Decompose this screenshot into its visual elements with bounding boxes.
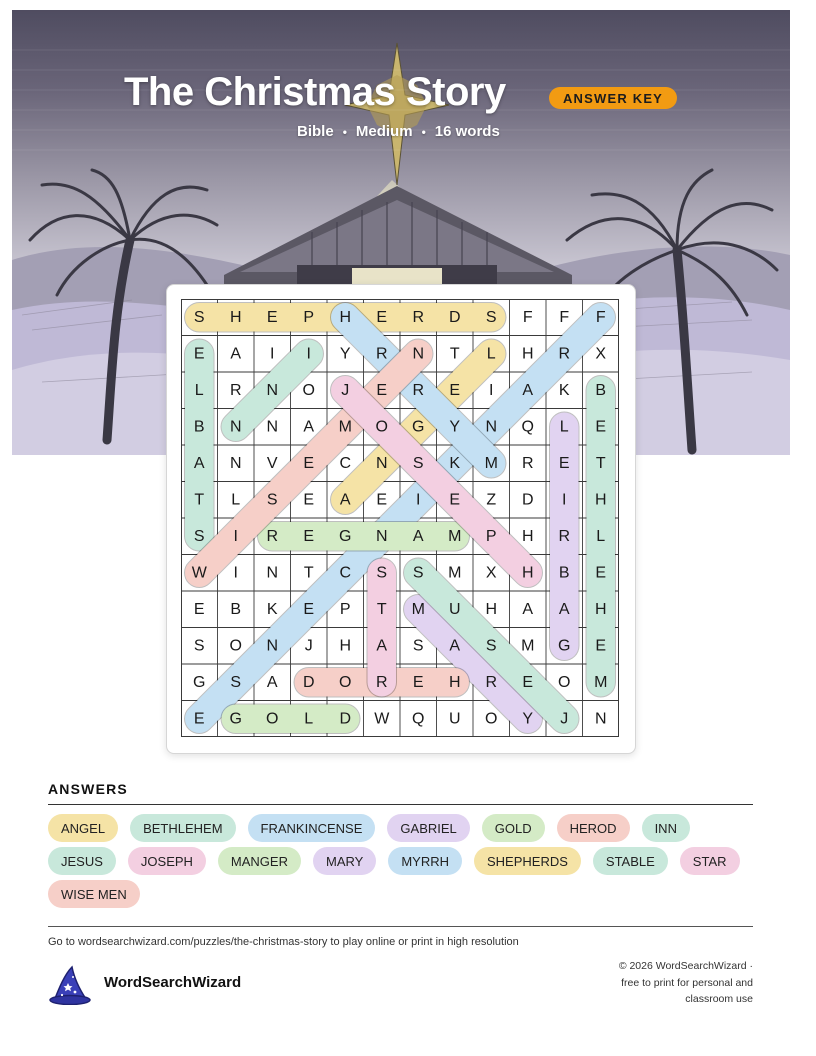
- grid-cell-letter[interactable]: Z: [486, 491, 497, 509]
- grid-cell-letter[interactable]: I: [306, 345, 311, 363]
- divider: [48, 804, 753, 805]
- grid-cell-letter[interactable]: L: [486, 345, 496, 363]
- meta-separator: •: [421, 124, 426, 139]
- answer-chip: ANGEL: [48, 814, 118, 842]
- grid-cell-letter[interactable]: E: [193, 710, 205, 728]
- grid-cell-letter[interactable]: A: [193, 454, 205, 472]
- grid-cell-letter[interactable]: E: [303, 600, 315, 618]
- grid-cell-letter[interactable]: B: [558, 564, 570, 582]
- grid-cell-letter[interactable]: P: [485, 527, 497, 545]
- answer-chip: INN: [642, 814, 690, 842]
- grid-cell-letter[interactable]: E: [303, 527, 315, 545]
- meta-word-count: 16 words: [434, 123, 500, 140]
- grid-cell-letter[interactable]: H: [521, 527, 534, 545]
- grid-cell-letter[interactable]: N: [266, 637, 279, 655]
- grid-cell-letter[interactable]: H: [448, 673, 461, 691]
- meta-separator: •: [342, 124, 347, 139]
- answer-chip: JOSEPH: [128, 847, 206, 875]
- grid-cell-letter[interactable]: E: [193, 345, 205, 363]
- puzzle-card: [166, 284, 636, 754]
- page-title: The Christmas Story: [124, 70, 506, 114]
- grid-cell-letter[interactable]: I: [270, 345, 275, 363]
- grid-cell-letter[interactable]: A: [266, 673, 278, 691]
- answer-chip: JESUS: [48, 847, 116, 875]
- grid-cell-letter[interactable]: T: [194, 491, 205, 509]
- grid-cell-letter[interactable]: N: [594, 710, 607, 728]
- grid-cell-letter[interactable]: S: [193, 527, 205, 545]
- grid-cell-letter[interactable]: E: [595, 637, 607, 655]
- grid-cell-letter[interactable]: B: [193, 418, 205, 436]
- grid-cell-letter[interactable]: E: [449, 381, 461, 399]
- wizard-hat-icon: [48, 965, 92, 1010]
- word-search-grid: [181, 299, 619, 737]
- grid-cell-letter[interactable]: T: [376, 600, 387, 618]
- grid-cell-letter[interactable]: T: [595, 454, 606, 472]
- grid-cell-letter[interactable]: C: [339, 454, 352, 472]
- grid-cell-letter[interactable]: L: [559, 418, 569, 436]
- grid-cell-letter[interactable]: N: [485, 418, 498, 436]
- grid-cell-letter[interactable]: N: [266, 418, 279, 436]
- grid-cell-letter[interactable]: E: [303, 454, 315, 472]
- grid-cell-letter[interactable]: M: [448, 527, 462, 545]
- grid-cell-letter[interactable]: E: [376, 491, 388, 509]
- grid-cell-letter[interactable]: W: [191, 564, 207, 582]
- grid-cell-letter[interactable]: L: [596, 527, 606, 545]
- answer-chip: MANGER: [218, 847, 301, 875]
- grid-cell-letter[interactable]: G: [229, 710, 242, 728]
- grid-cell-letter[interactable]: E: [595, 418, 607, 436]
- grid-cell-letter[interactable]: O: [485, 710, 498, 728]
- grid-cell-letter[interactable]: S: [412, 637, 424, 655]
- grid-cell-letter[interactable]: I: [416, 491, 421, 509]
- answer-chip: FRANKINCENSE: [248, 814, 376, 842]
- answers-heading: ANSWERS: [48, 781, 128, 797]
- grid-cell-letter[interactable]: S: [266, 491, 278, 509]
- answer-chip: MARY: [313, 847, 376, 875]
- grid-cell-letter[interactable]: N: [266, 381, 279, 399]
- grid-cell-letter[interactable]: C: [339, 564, 352, 582]
- play-online-link-text[interactable]: Go to wordsearchwizard.com/puzzles/the-christmas-story to play online or print in high resolution: [48, 936, 519, 948]
- grid-cell-letter[interactable]: K: [449, 454, 461, 472]
- meta-category: Bible: [297, 123, 334, 140]
- grid-cell-letter[interactable]: R: [412, 308, 425, 326]
- answer-chip: SHEPHERDS: [474, 847, 581, 875]
- grid-cell-letter[interactable]: O: [302, 381, 315, 399]
- grid-cell-letter[interactable]: O: [229, 637, 242, 655]
- grid-cell-letter[interactable]: A: [558, 600, 570, 618]
- grid-cell-letter[interactable]: E: [595, 564, 607, 582]
- grid-cell-letter[interactable]: E: [266, 308, 278, 326]
- grid-cell-letter[interactable]: K: [266, 600, 278, 618]
- grid-cell-letter[interactable]: E: [558, 454, 570, 472]
- grid-cell-letter[interactable]: J: [560, 710, 569, 728]
- grid-cell-letter[interactable]: D: [302, 673, 315, 691]
- answer-word-list: [48, 814, 760, 908]
- grid-cell-letter[interactable]: R: [412, 381, 425, 399]
- grid-cell-letter[interactable]: O: [558, 673, 571, 691]
- grid-cell-letter[interactable]: D: [448, 308, 461, 326]
- copyright-line: classroom use: [685, 993, 753, 1005]
- grid-cell-letter[interactable]: M: [448, 564, 462, 582]
- stable-illustration: [224, 186, 572, 295]
- grid-cell-letter[interactable]: I: [562, 491, 567, 509]
- grid-cell-letter[interactable]: L: [231, 491, 241, 509]
- grid-cell-letter[interactable]: A: [449, 637, 461, 655]
- grid-cell-letter[interactable]: N: [266, 564, 279, 582]
- puzzle-meta: [297, 123, 500, 140]
- grid-cell-letter[interactable]: H: [521, 564, 534, 582]
- grid-cell-letter[interactable]: D: [521, 491, 534, 509]
- grid-cell-letter[interactable]: H: [485, 600, 498, 618]
- grid-cell-letter[interactable]: R: [558, 527, 571, 545]
- answer-key-badge: ANSWER KEY: [549, 87, 677, 109]
- grid-cell-letter[interactable]: Q: [521, 418, 534, 436]
- grid-cell-letter[interactable]: I: [233, 564, 238, 582]
- grid-cell-letter[interactable]: H: [521, 345, 534, 363]
- grid-cell-letter[interactable]: M: [338, 418, 352, 436]
- grid-cell-letter[interactable]: M: [594, 673, 608, 691]
- grid-cell-letter[interactable]: L: [194, 381, 204, 399]
- answer-chip: BETHLEHEM: [130, 814, 235, 842]
- brand-name: WordSearchWizard: [104, 974, 242, 991]
- copyright-notice: [560, 958, 753, 1008]
- grid-cell-letter[interactable]: L: [304, 710, 314, 728]
- grid-cell-letter[interactable]: H: [339, 637, 352, 655]
- grid-cell-letter[interactable]: I: [233, 527, 238, 545]
- copyright-line: free to print for personal and: [621, 976, 753, 989]
- grid-cell-letter[interactable]: R: [375, 345, 388, 363]
- grid-cell-letter[interactable]: J: [341, 381, 350, 399]
- grid-cell-letter[interactable]: R: [558, 345, 571, 363]
- answer-chip: STABLE: [593, 847, 668, 875]
- answer-chip: HEROD: [557, 814, 630, 842]
- grid-cell-letter[interactable]: N: [412, 345, 425, 363]
- grid-cell-letter[interactable]: E: [376, 308, 388, 326]
- grid-cell-letter[interactable]: Y: [339, 345, 351, 363]
- grid-cell-letter[interactable]: S: [193, 637, 205, 655]
- grid-cell-letter[interactable]: M: [484, 454, 498, 472]
- grid-cell-letter[interactable]: X: [485, 564, 497, 582]
- grid-cell-letter[interactable]: H: [594, 491, 607, 509]
- grid-cell-letter[interactable]: F: [559, 308, 570, 326]
- grid-cell-letter[interactable]: W: [374, 710, 390, 728]
- grid-cell-letter[interactable]: A: [522, 600, 534, 618]
- grid-cell-letter[interactable]: K: [558, 381, 570, 399]
- grid-cell-letter[interactable]: M: [521, 637, 535, 655]
- answer-chip: GABRIEL: [387, 814, 469, 842]
- grid-cell-letter[interactable]: Q: [412, 710, 425, 728]
- answer-chip: WISE MEN: [48, 880, 140, 908]
- grid-cell-letter[interactable]: R: [266, 527, 279, 545]
- grid-cell-letter[interactable]: S: [485, 637, 497, 655]
- grid-cell-letter[interactable]: G: [558, 637, 571, 655]
- grid-cell-letter[interactable]: N: [229, 454, 242, 472]
- grid-cell-letter[interactable]: M: [411, 600, 425, 618]
- grid-cell-letter[interactable]: G: [339, 527, 352, 545]
- meta-difficulty: Medium: [355, 123, 413, 140]
- grid-cell-letter[interactable]: A: [412, 527, 424, 545]
- divider: [48, 926, 753, 927]
- grid-cell-letter[interactable]: E: [522, 673, 534, 691]
- grid-cell-letter[interactable]: R: [375, 673, 388, 691]
- grid-cell-letter[interactable]: G: [412, 418, 425, 436]
- grid-cell-letter[interactable]: A: [522, 381, 534, 399]
- grid-cell-letter[interactable]: H: [339, 308, 352, 326]
- grid-cell-letter[interactable]: N: [375, 454, 388, 472]
- grid-cell-letter[interactable]: D: [339, 710, 352, 728]
- grid-cell-letter[interactable]: B: [595, 381, 607, 399]
- answer-chip: GOLD: [482, 814, 545, 842]
- grid-cell-letter[interactable]: G: [193, 673, 206, 691]
- grid-cell-letter[interactable]: A: [303, 418, 315, 436]
- grid-cell-letter[interactable]: S: [412, 564, 424, 582]
- grid-cell-letter[interactable]: A: [339, 491, 351, 509]
- grid-cell-letter[interactable]: B: [230, 600, 242, 618]
- grid-cell-letter[interactable]: S: [485, 308, 497, 326]
- grid-cell-letter[interactable]: S: [193, 308, 205, 326]
- grid-cell-letter[interactable]: R: [485, 673, 498, 691]
- grid-cell-letter[interactable]: X: [595, 345, 607, 363]
- grid-cell-letter[interactable]: U: [448, 600, 461, 618]
- grid-cell-letter[interactable]: A: [376, 637, 388, 655]
- grid-cell-letter[interactable]: Y: [449, 418, 461, 436]
- grid-cell-letter[interactable]: R: [229, 381, 242, 399]
- grid-cell-letter[interactable]: E: [412, 673, 424, 691]
- answer-chip: MYRRH: [388, 847, 462, 875]
- grid-cell-letter[interactable]: S: [230, 673, 242, 691]
- grid-cell-letter[interactable]: O: [339, 673, 352, 691]
- grid-cell-letter[interactable]: N: [375, 527, 388, 545]
- grid-cell-letter[interactable]: E: [193, 600, 205, 618]
- grid-cell-letter[interactable]: F: [595, 308, 606, 326]
- grid-cell-letter[interactable]: H: [229, 308, 242, 326]
- answer-chip: STAR: [680, 847, 740, 875]
- grid-cell-letter[interactable]: I: [489, 381, 494, 399]
- grid-cell-letter[interactable]: R: [521, 454, 534, 472]
- grid-cell-letter[interactable]: J: [304, 637, 313, 655]
- grid-cell-letter[interactable]: H: [594, 600, 607, 618]
- grid-cell-letter[interactable]: S: [412, 454, 424, 472]
- grid-cell-letter[interactable]: Y: [522, 710, 534, 728]
- grid-cell-letter[interactable]: F: [522, 308, 533, 326]
- grid-cell-letter[interactable]: E: [449, 491, 461, 509]
- copyright-line: © 2026 WordSearchWizard ·: [618, 960, 753, 972]
- grid-cell-letter[interactable]: P: [303, 308, 315, 326]
- grid-cell-letter[interactable]: U: [448, 710, 461, 728]
- grid-cell-letter[interactable]: N: [229, 418, 242, 436]
- grid-cell-letter[interactable]: A: [230, 345, 242, 363]
- grid-cell-letter[interactable]: P: [339, 600, 351, 618]
- grid-cell-letter[interactable]: V: [266, 454, 278, 472]
- grid-cell-letter[interactable]: O: [266, 710, 279, 728]
- grid-cell-letter[interactable]: T: [449, 345, 460, 363]
- grid-cell-letter[interactable]: O: [375, 418, 388, 436]
- grid-cell-letter[interactable]: E: [376, 381, 388, 399]
- grid-cell-letter[interactable]: E: [303, 491, 315, 509]
- grid-cell-letter[interactable]: S: [376, 564, 388, 582]
- grid-cell-letter[interactable]: T: [303, 564, 314, 582]
